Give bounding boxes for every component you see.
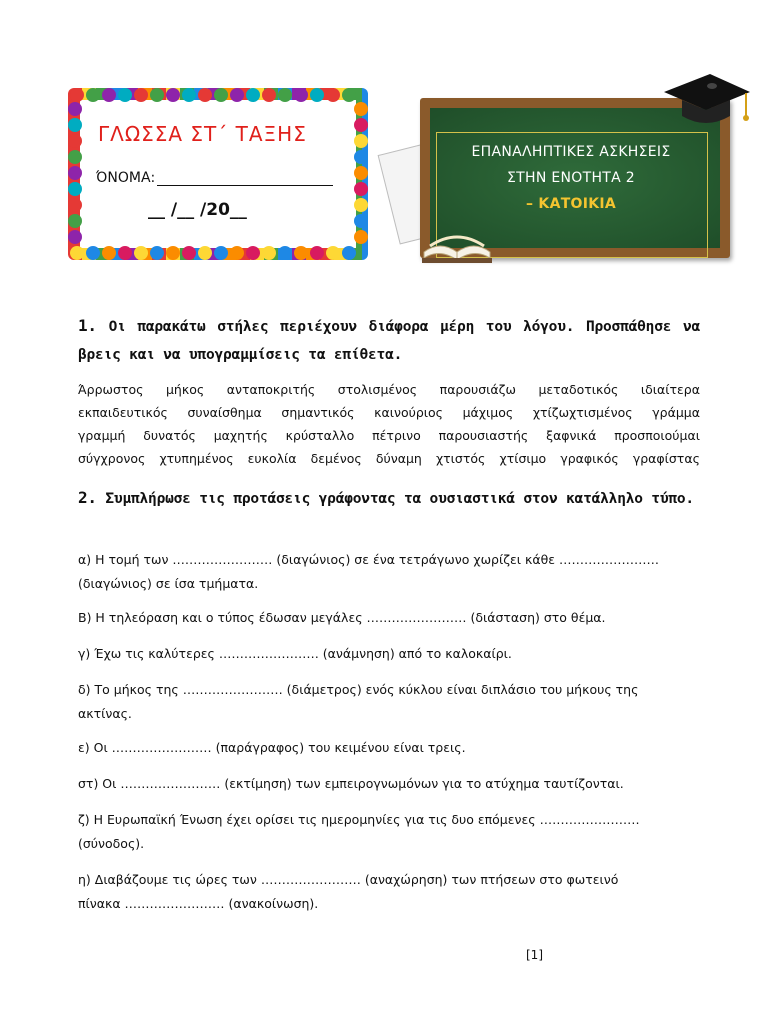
hand-print-icon bbox=[86, 246, 100, 260]
hand-print-icon bbox=[342, 88, 356, 102]
hand-print-icon bbox=[70, 88, 84, 102]
hand-print-icon bbox=[86, 88, 100, 102]
word-item: ιδιαίτερα bbox=[640, 382, 700, 397]
hand-print-icon bbox=[354, 182, 368, 196]
word-item: παρουσιάζω bbox=[439, 382, 516, 397]
sentence-c bbox=[78, 642, 700, 666]
hand-print-icon bbox=[354, 118, 368, 132]
subject-title: ΓΛΩΣΣΑ ΣΤ΄ ΤΑΞΗΣ bbox=[98, 122, 307, 146]
exercise2-instruction: Συμπλήρωσε τις προτάσεις γράφοντας τα ουσιαστικά στον κατάλληλο τύπο. bbox=[105, 491, 694, 507]
word-row bbox=[78, 401, 700, 424]
word-item: δύναμη bbox=[375, 451, 422, 466]
word-item: συναίσθημα bbox=[187, 405, 262, 420]
hand-print-icon bbox=[150, 88, 164, 102]
word-item: πέτρινο bbox=[372, 428, 421, 443]
hand-print-icon bbox=[68, 182, 82, 196]
hand-print-icon bbox=[166, 246, 180, 260]
hand-print-icon bbox=[68, 150, 82, 164]
hand-print-icon bbox=[68, 102, 82, 116]
sentence-line: γ) Έχω τις καλύτερες …………………… (ανάμνηση) από το καλοκαίρι. bbox=[78, 646, 512, 661]
word-item: δυνατός bbox=[143, 428, 196, 443]
word-item: σημαντικός bbox=[281, 405, 355, 420]
board-title-line2: ΣΤΗΝ ΕΝΟΤΗΤΑ 2 bbox=[507, 170, 635, 186]
hand-print-icon bbox=[246, 246, 260, 260]
board-topic: ΚΑΤΟΙΚΙΑ bbox=[538, 196, 617, 212]
sentence-b bbox=[78, 606, 700, 630]
exercise1-instruction-part1: Οι παρακάτω στήλες περιέχουν διάφορα μέρη του λόγου. bbox=[108, 319, 575, 335]
hand-print-icon bbox=[118, 88, 132, 102]
hand-print-icon bbox=[134, 246, 148, 260]
sentence-i bbox=[78, 868, 700, 916]
sentence-line: α) Η τομή των …………………… (διαγώνιος) σε ένα τετράγωνο χωρίζει κάθε …………………… bbox=[78, 552, 659, 567]
hand-print-icon bbox=[68, 118, 82, 132]
hand-print-icon bbox=[70, 246, 84, 260]
word-item: Άρρωστος bbox=[78, 382, 144, 397]
hand-print-icon bbox=[310, 88, 324, 102]
hand-print-icon bbox=[262, 246, 276, 260]
sentence-line: η) Διαβάζουμε τις ώρες των …………………… (αναχώρηση) των πτήσεων στο φωτεινό bbox=[78, 872, 619, 887]
hand-print-icon bbox=[294, 246, 308, 260]
hand-print-icon bbox=[198, 88, 212, 102]
hand-print-icon bbox=[326, 88, 340, 102]
name-field bbox=[96, 170, 333, 186]
hand-print-icon bbox=[278, 246, 292, 260]
board-title-line1: ΕΠΑΝΑΛΗΠΤΙΚΕΣ ΑΣΚΗΣΕΙΣ bbox=[471, 144, 671, 160]
word-item: στολισμένος bbox=[337, 382, 418, 397]
sentence-line: πίνακα …………………… (ανακοίνωση). bbox=[78, 896, 319, 911]
hand-print-icon bbox=[68, 166, 82, 180]
hand-print-icon bbox=[68, 198, 82, 212]
sentence-line: ακτίνας. bbox=[78, 706, 132, 721]
word-item: ξαφνικά bbox=[546, 428, 597, 443]
page-number: [1] bbox=[526, 948, 543, 962]
hand-print-icon bbox=[354, 166, 368, 180]
sentence-st bbox=[78, 772, 700, 796]
word-item: μεταδοτικός bbox=[538, 382, 619, 397]
hand-print-icon bbox=[278, 88, 292, 102]
hand-print-icon bbox=[354, 214, 368, 228]
hand-print-icon bbox=[354, 102, 368, 116]
word-item: γραφικός bbox=[560, 451, 619, 466]
exercise1-number: 1. bbox=[78, 316, 97, 335]
word-item: κρύσταλλο bbox=[285, 428, 355, 443]
sentence-a bbox=[78, 548, 700, 596]
board-dash: – bbox=[525, 196, 539, 212]
word-list bbox=[78, 378, 700, 470]
hand-print-icon bbox=[342, 246, 356, 260]
hand-print-icon bbox=[182, 88, 196, 102]
word-item: χτίσιμο bbox=[499, 451, 547, 466]
word-item: χτιστός bbox=[435, 451, 486, 466]
hand-print-icon bbox=[214, 246, 228, 260]
exercise2-number: 2. bbox=[78, 488, 97, 507]
word-row bbox=[78, 378, 700, 401]
word-item: γραφίστας bbox=[632, 451, 700, 466]
hand-print-icon bbox=[182, 246, 196, 260]
name-blank-line bbox=[157, 171, 333, 186]
exercise1-heading bbox=[78, 312, 700, 369]
hand-print-icon bbox=[68, 214, 82, 228]
hand-print-icon bbox=[326, 246, 340, 260]
exercise1-instruction-part2: Προσπάθησε να βρεις και να υπογραμμίσεις τα επίθετα. bbox=[78, 319, 701, 363]
word-item: γραμμή bbox=[78, 428, 126, 443]
hand-print-icon bbox=[310, 246, 324, 260]
word-item: προσποιούμαι bbox=[614, 428, 700, 443]
sentence-line: (διαγώνιος) σε ίσα τμήματα. bbox=[78, 576, 259, 591]
sentence-d bbox=[78, 678, 700, 726]
hand-print-icon bbox=[354, 230, 368, 244]
sentence-line: στ) Οι …………………… (εκτίμηση) των εμπειρογνωμόνων για το ατύχημα ταυτίζονται. bbox=[78, 776, 624, 791]
word-item: μήκος bbox=[165, 382, 205, 397]
word-item: χτίζωχτισμένος bbox=[532, 405, 633, 420]
hand-print-icon bbox=[134, 88, 148, 102]
sentence-line: (σύνοδος). bbox=[78, 836, 145, 851]
word-item: μάχιμος bbox=[462, 405, 514, 420]
graduation-cap-icon bbox=[660, 72, 752, 132]
word-item: καινούριος bbox=[374, 405, 443, 420]
sentence-z bbox=[78, 808, 700, 856]
hand-print-icon bbox=[262, 88, 276, 102]
word-item: γράμμα bbox=[652, 405, 700, 420]
hand-print-icon bbox=[68, 134, 82, 148]
hand-print-icon bbox=[214, 88, 228, 102]
word-item: χτυπημένος bbox=[159, 451, 234, 466]
hand-print-icon bbox=[150, 246, 164, 260]
word-item: σύγχρονος bbox=[78, 451, 146, 466]
hand-print-icon bbox=[354, 198, 368, 212]
board-title-line3 bbox=[436, 196, 706, 212]
hand-print-icon bbox=[246, 88, 260, 102]
word-item: δεμένος bbox=[310, 451, 362, 466]
open-book-icon bbox=[420, 222, 494, 264]
hand-print-icon bbox=[230, 246, 244, 260]
sentence-line: ζ) Η Ευρωπαϊκή Ένωση έχει ορίσει τις ημερομηνίες για τις δυο επόμενες …………………… bbox=[78, 812, 640, 827]
sentence-line: ε) Οι …………………… (παράγραφος) του κειμένου είναι τρεις. bbox=[78, 740, 466, 755]
hand-print-icon bbox=[294, 88, 308, 102]
sentence-e bbox=[78, 736, 700, 760]
hand-print-icon bbox=[354, 134, 368, 148]
hand-print-icon bbox=[68, 230, 82, 244]
date-field: __ /__ /20__ bbox=[148, 200, 247, 220]
word-item: μαχητής bbox=[213, 428, 268, 443]
sentence-line: Β) Η τηλεόραση και ο τύπος έδωσαν μεγάλες …………………… (διάσταση) στο θέμα. bbox=[78, 610, 606, 625]
hand-print-icon bbox=[102, 246, 116, 260]
hand-print-icon bbox=[230, 88, 244, 102]
exercise2-heading bbox=[78, 484, 700, 513]
word-item: ευκολία bbox=[247, 451, 297, 466]
hand-print-icon bbox=[118, 246, 132, 260]
hand-print-icon bbox=[166, 88, 180, 102]
hand-print-icon bbox=[198, 246, 212, 260]
sentence-line: δ) Το μήκος της …………………… (διάμετρος) ενός κύκλου είναι διπλάσιο του μήκους της bbox=[78, 682, 639, 697]
name-label: ΌΝΟΜΑ: bbox=[96, 170, 156, 186]
word-item: παρουσιαστής bbox=[438, 428, 529, 443]
word-row bbox=[78, 447, 700, 470]
word-item: εκπαιδευτικός bbox=[78, 405, 168, 420]
word-row bbox=[78, 424, 700, 447]
word-item: ανταποκριτής bbox=[226, 382, 316, 397]
hand-print-icon bbox=[102, 88, 116, 102]
hand-print-icon bbox=[354, 150, 368, 164]
